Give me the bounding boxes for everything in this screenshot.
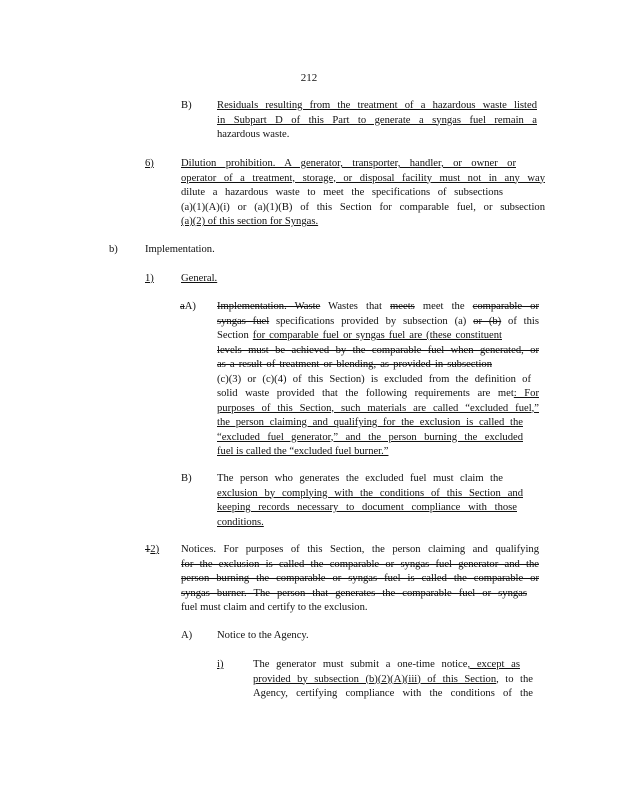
item-i-l2-u1: provided by subsection (b)(2)(A)(iii) of this Section <box>253 673 497 685</box>
item-a1-line-2 <box>217 315 539 330</box>
item-a1-l1-s2: meets <box>390 301 415 312</box>
item-a1-l7-u1: : For <box>513 388 539 399</box>
item-a1-l2-s1: syngas fuel <box>217 315 270 327</box>
item-i-l1-u1: , except as <box>467 659 520 670</box>
item-b2-label: B) <box>181 473 192 484</box>
item-2-line-3: person burning the comparable or syngas fuel is called the comparable or <box>181 573 539 584</box>
item-a1-l3-u1: for comparable fuel or syngas fuel are (these constituent <box>252 330 502 341</box>
item-b2-line-2: exclusion by complying with the conditions of this Section and <box>217 487 523 499</box>
item-a1-line-1 <box>217 300 539 315</box>
item-2-label-struck: 1 <box>145 544 151 555</box>
item-6-text <box>181 157 545 230</box>
item-a-notice-text: Notice to the Agency. <box>217 630 309 641</box>
item-a1-l3-t1: Section <box>217 330 253 341</box>
item-a1-label <box>180 300 196 315</box>
item-a1-label-new: A) <box>184 301 196 312</box>
item-2-label <box>145 543 159 558</box>
item-a-notice-label: A) <box>181 630 193 641</box>
item-a1-l1-s3: comparable or <box>472 301 539 312</box>
item-6-line-1: Dilution prohibition. A generator, transporter, handler, or owner or <box>181 158 516 169</box>
item-b-text: Implementation. <box>145 244 215 255</box>
item-i-l1-t1: The generator must submit a one-time notice <box>253 659 468 670</box>
item-a1-line-9: the person claiming and qualifying for the exclusion is called the <box>217 417 523 428</box>
item-i-text <box>253 658 533 702</box>
item-b-top-text <box>217 99 537 143</box>
item-i-line-3: Agency, certifying compliance with the conditions of the <box>253 688 533 699</box>
item-a1-line-11: fuel is called the “excluded fuel burner.” <box>217 446 389 457</box>
item-a1-label-struck: a <box>180 301 185 312</box>
item-6-line-3: dilute a hazardous waste to meet the specifications of subsections <box>181 187 503 198</box>
item-a1-l2-t1: specifications provided by subsection (a) <box>269 315 474 327</box>
item-b2-text <box>217 472 523 530</box>
item-b1-label: 1) <box>145 273 154 284</box>
item-a1-l2-s2: or (b) <box>473 315 502 327</box>
item-b-top-line-1: Residuals resulting from the treatment of a hazardous waste listed <box>217 100 537 111</box>
item-6-label: 6) <box>145 158 154 169</box>
item-6-line-5: (a)(2) of this section for Syngas. <box>181 216 319 227</box>
item-a1-l2-t2: of this <box>501 315 539 327</box>
item-i-label: i) <box>217 659 224 670</box>
item-a1-l7-t1: solid waste provided that the following requirements are met <box>217 388 514 399</box>
item-b-top-line-2: in Subpart D of this Part to generate a syngas fuel remain a <box>217 114 537 126</box>
item-i-l2-t1: , to the <box>496 673 533 685</box>
item-2-text <box>181 543 539 616</box>
item-2-line-5: fuel must claim and certify to the exclusion. <box>181 602 368 613</box>
item-2-label-new: 2) <box>150 544 160 555</box>
item-a1-line-4: levels must be achieved by the comparable fuel when generated, or <box>217 344 539 356</box>
item-6-line-2: operator of a treatment, storage, or disposal facility must not in any way <box>181 172 545 184</box>
item-a1-l1-s1: Implementation. Waste <box>217 301 321 312</box>
item-a1-line-10: “excluded fuel generator,” and the person burning the excluded <box>217 431 523 443</box>
item-2-line-2: for the exclusion is called the comparable or syngas fuel generator and the <box>181 558 539 570</box>
item-b-label: b) <box>109 244 118 255</box>
item-a1-l1-t1: Wastes that <box>320 301 391 312</box>
item-b2-line-1: The person who generates the excluded fuel must claim the <box>217 473 503 484</box>
item-a1-line-5: as a result of treatment or blending, as provided in subsection <box>217 359 492 370</box>
item-a1-l1-t2: meet the <box>414 301 473 312</box>
item-2-line-1: Notices. For purposes of this Section, the person claiming and qualifying <box>181 544 539 555</box>
item-b1-text: General. <box>181 273 218 284</box>
item-b2-line-3: keeping records necessary to document compliance with those <box>217 502 517 513</box>
item-a1-text <box>217 300 539 460</box>
item-i-line-2 <box>253 673 533 688</box>
item-a1-line-3 <box>217 329 502 344</box>
item-a1-line-8: purposes of this Section, such materials are called “excluded fuel,” <box>217 402 539 414</box>
item-6-line-4: (a)(1)(A)(i) or (a)(1)(B) of this Section for comparable fuel, or subsection <box>181 201 545 213</box>
item-a1-line-7 <box>217 387 539 402</box>
item-i-line-1 <box>253 658 520 673</box>
page-number: 212 <box>300 72 318 84</box>
item-b2-line-4: conditions. <box>217 516 264 528</box>
item-b-top-label: B) <box>181 100 192 111</box>
item-b-top-line-3: hazardous waste. <box>217 129 290 140</box>
item-2-line-4: syngas burner. The person that generates the comparable fuel or syngas <box>181 587 527 599</box>
item-a1-line-6: (c)(3) or (c)(4) of this Section) is excluded from the definition of <box>217 373 531 385</box>
